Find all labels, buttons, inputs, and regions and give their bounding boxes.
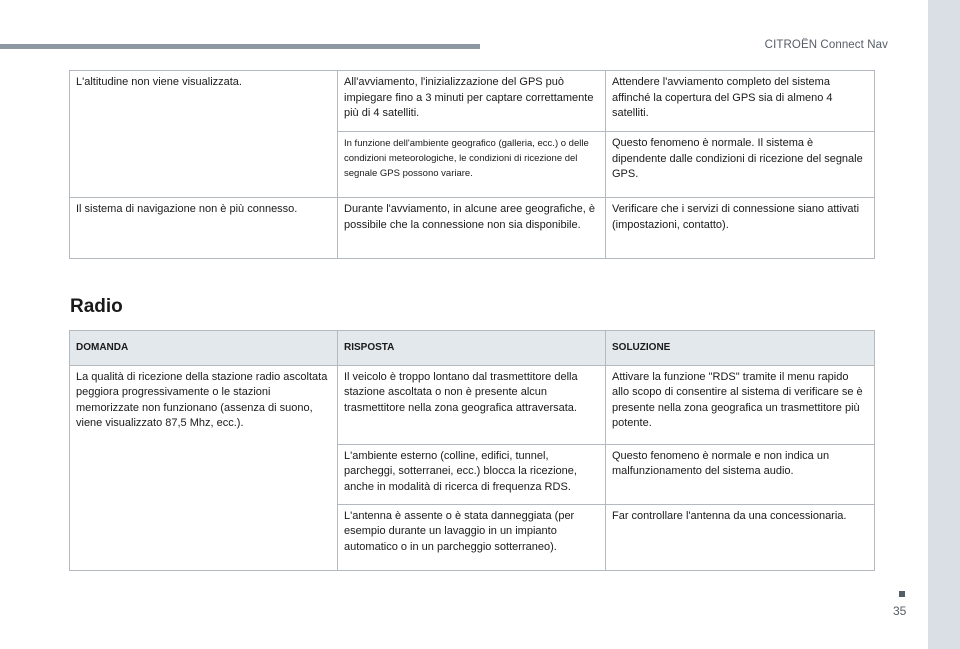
solution-cell: Verificare che i servizi di connessione siano attivati (impostazioni, contatto). <box>606 198 875 259</box>
response-cell: L'antenna è assente o è stata danneggiata (per esempio durante un lavaggio in un impianto automatico o in un parcheggio sotterraneo). <box>338 504 606 570</box>
question-cell: L'altitudine non viene visualizzata. <box>70 71 338 198</box>
response-cell: In funzione dell'ambiente geografico (galleria, ecc.) o delle condizioni meteorologiche, le condizioni di ricezione del segnale GPS possono variare. <box>338 132 606 198</box>
solution-cell: Far controllare l'antenna da una concessionaria. <box>606 504 875 570</box>
header-response: RISPOSTA <box>338 331 606 366</box>
radio-troubleshooting-table <box>69 330 875 571</box>
table-row <box>70 71 875 132</box>
page-edge-strip <box>928 0 960 649</box>
question-cell: Il sistema di navigazione non è più connesso. <box>70 198 338 259</box>
page-number: 35 <box>893 604 907 618</box>
header-question: DOMANDA <box>70 331 338 366</box>
header-rule <box>0 44 480 49</box>
response-cell: All'avviamento, l'inizializzazione del GPS può impiegare fino a 3 minuti per captare correttamente più di 4 satelliti. <box>338 71 606 132</box>
gps-troubleshooting-table <box>69 70 875 259</box>
response-cell: Durante l'avviamento, in alcune aree geografiche, è possibile che la connessione non sia disponibile. <box>338 198 606 259</box>
response-cell: Il veicolo è troppo lontano dal trasmettitore della stazione ascoltata o non è presente alcun trasmettitore nella zona geografica attraversata. <box>338 365 606 444</box>
table-header-row <box>70 331 875 366</box>
response-cell: L'ambiente esterno (colline, edifici, tunnel, parcheggi, sotterranei, ecc.) blocca la ricezione, anche in modalità di ricerca di frequenza RDS. <box>338 444 606 504</box>
page-marker <box>899 591 905 597</box>
solution-cell: Questo fenomeno è normale e non indica un malfunzionamento del sistema audio. <box>606 444 875 504</box>
solution-cell: Questo fenomeno è normale. Il sistema è dipendente dalle condizioni di ricezione del segnale GPS. <box>606 132 875 198</box>
solution-cell: Attendere l'avviamento completo del sistema affinché la copertura del GPS sia di almeno 4 satelliti. <box>606 71 875 132</box>
solution-cell: Attivare la funzione "RDS" tramite il menu rapido allo scopo di consentire al sistema di verificare se è presente nella zona geografica un trasmettitore più potente. <box>606 365 875 444</box>
header-brand: CITROËN Connect Nav <box>764 39 888 51</box>
section-title-radio: Radio <box>70 296 123 317</box>
table-row <box>70 198 875 259</box>
header-solution: SOLUZIONE <box>606 331 875 366</box>
table-row <box>70 365 875 444</box>
question-cell: La qualità di ricezione della stazione radio ascoltata peggiora progressivamente o le stazioni memorizzate non funzionano (assenza di suono, viene visualizzato 87,5 Mhz, ecc.). <box>70 365 338 570</box>
